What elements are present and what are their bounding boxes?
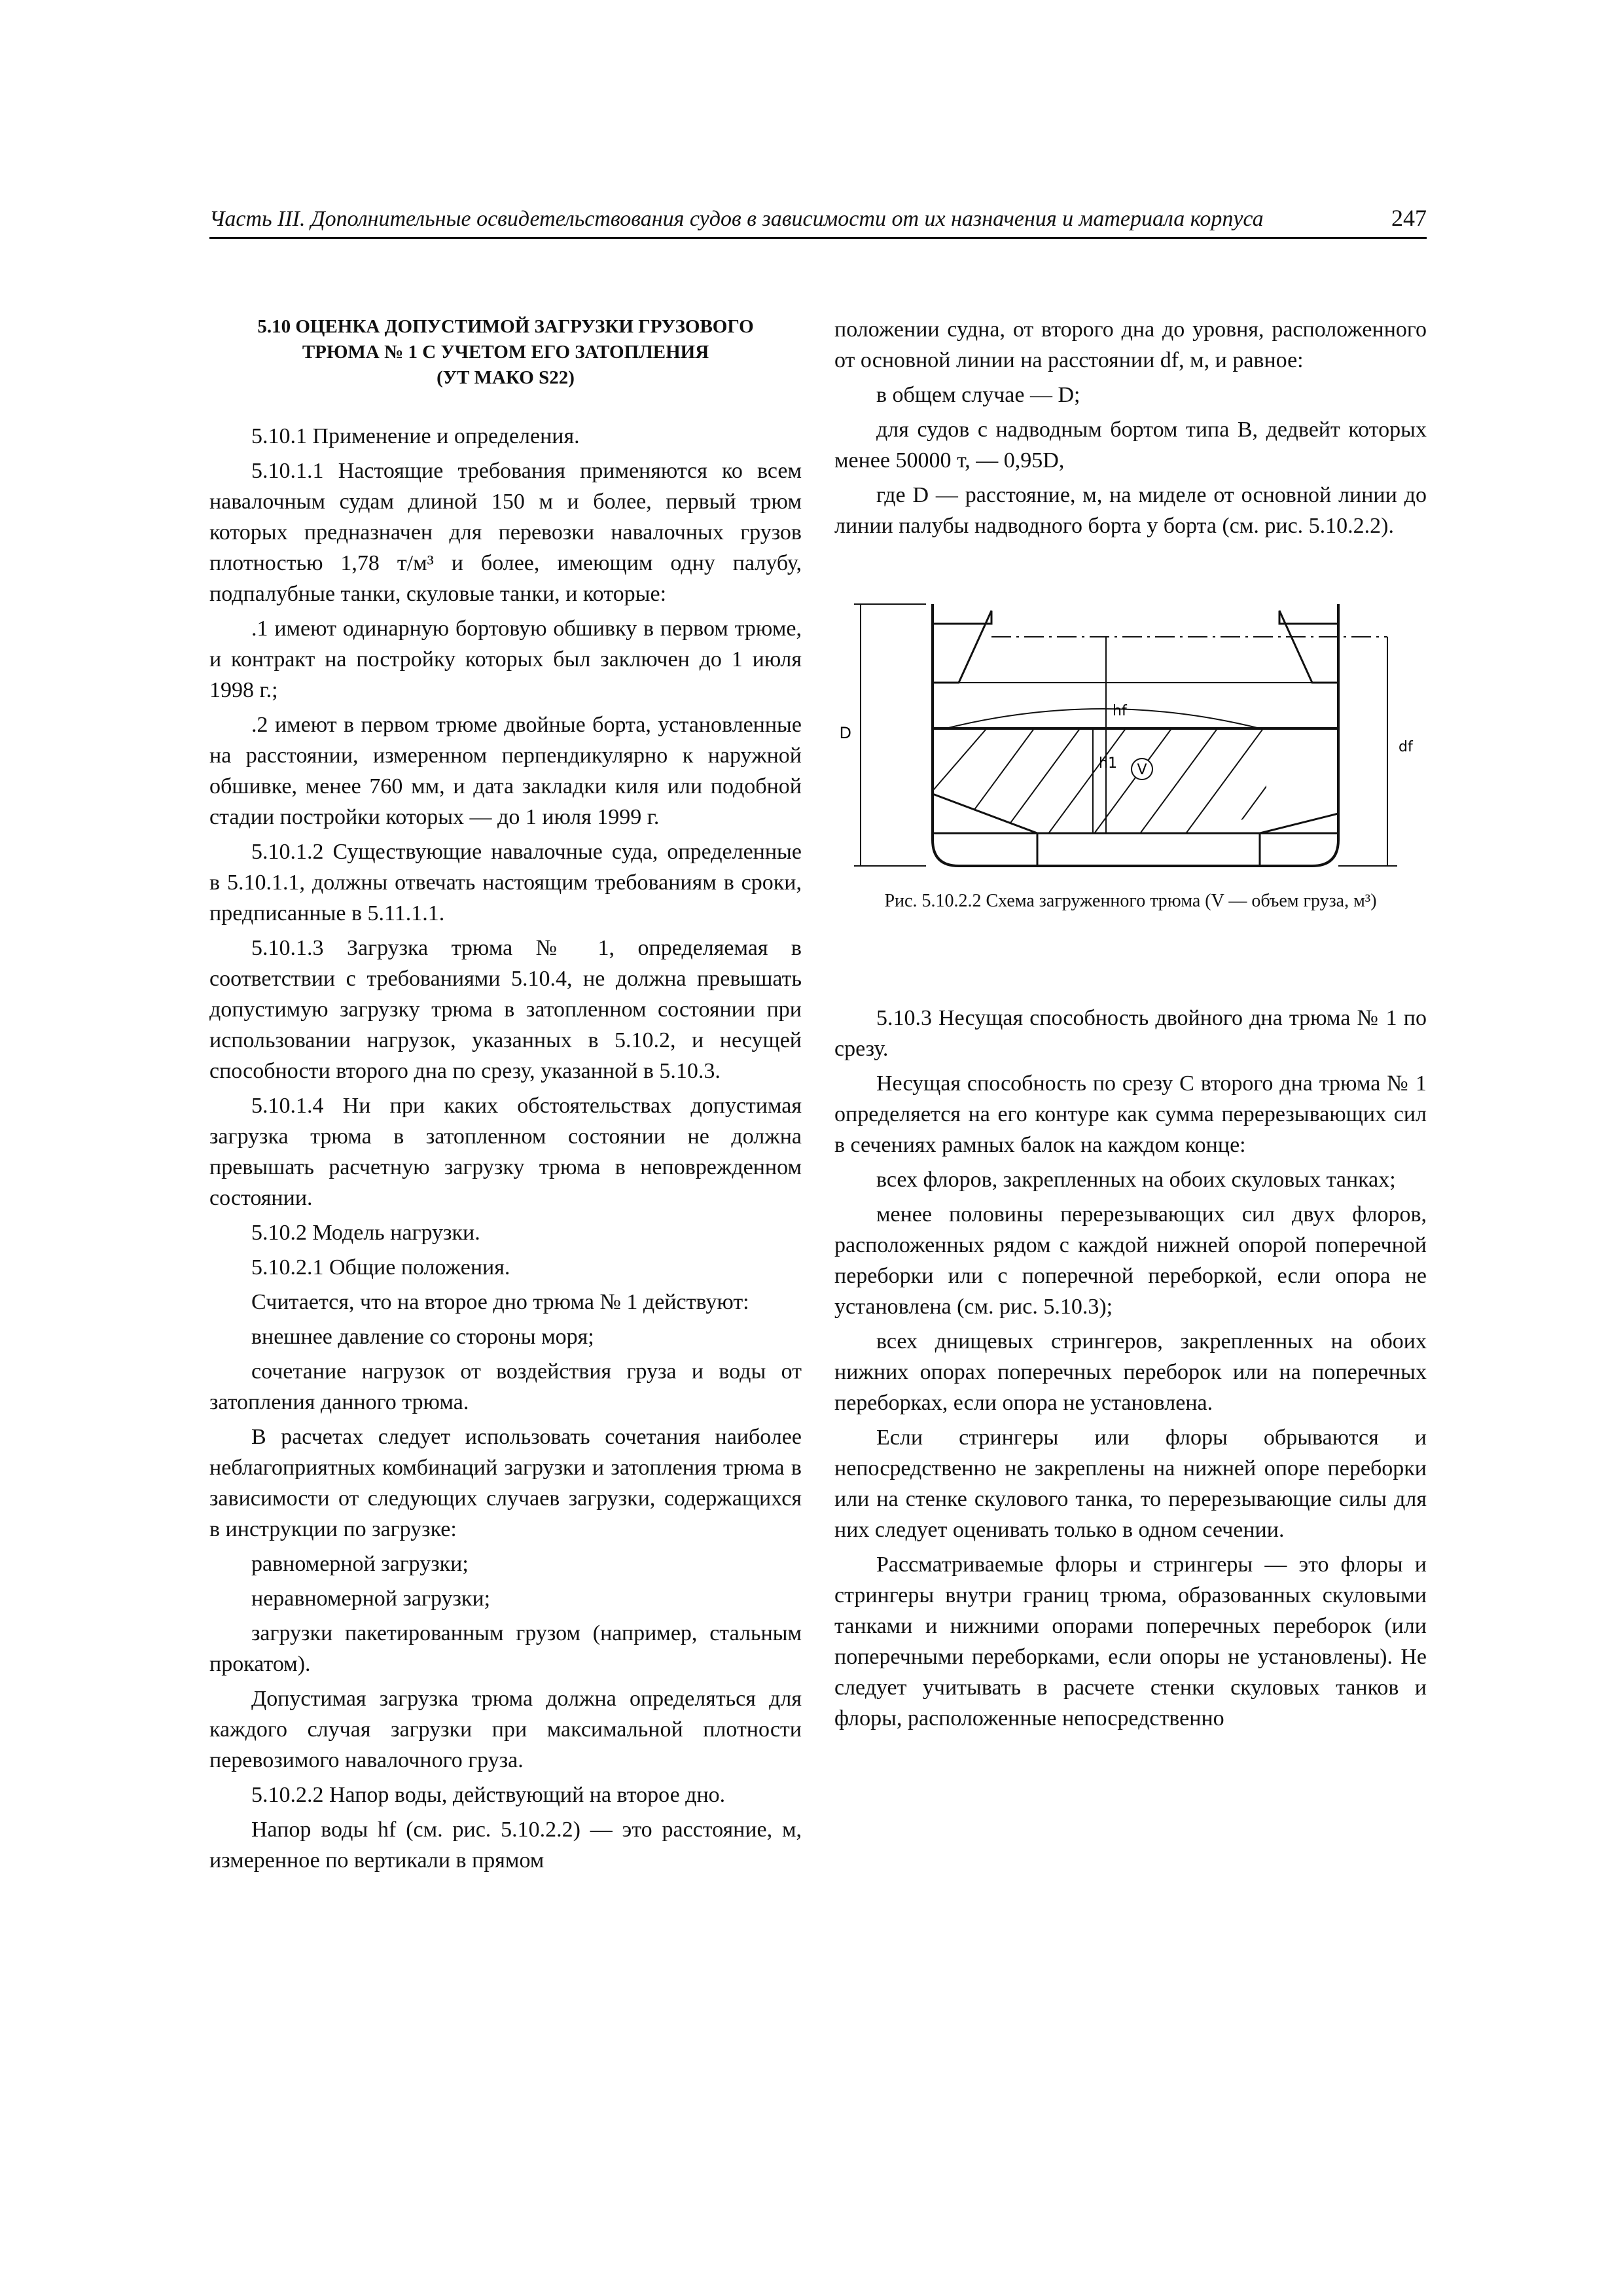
paragraph: всех флоров, закрепленных на обоих скуловых танках; (876, 1168, 1396, 1192)
paragraph: 5.10.1.2 Существующие навалочные суда, определенные в 5.10.1.1, должны отвечать настоящим требованиям в сроки, предписанные в 5.11.1.1. (209, 840, 802, 925)
paragraph: Напор воды hf (см. рис. 5.10.2.2) — это расстояние, м, измеренное по вертикали в прямом (209, 1818, 802, 1873)
paragraph: положении судна, от второго дна до уровня, расположенного от основной линии на расстоянии df, м, и равное: (834, 317, 1427, 372)
paragraph: Рассматриваемые флоры и стрингеры — это флоры и стрингеры внутри границ трюма, образованных скуловыми танками и нижними опорами поперечных переборок (или поперечными переборками, если опоры не установлены). Не следует учитывать в расчете стенки скуловых танков и флоры, расположенные непосредственно (834, 1552, 1427, 1731)
section-title (209, 314, 802, 391)
paragraph: В расчетах следует использовать сочетания наиболее неблагоприятных комбинаций загрузки и затопления трюма в зависимости от следующих случаев загрузки, содержащихся в инструкции по загрузке: (209, 1425, 802, 1541)
label-df: df (1399, 739, 1413, 755)
paragraph: где D — расстояние, м, на миделе от основной линии до линии палубы надводного борта у борта (см. рис. 5.10.2.2). (834, 483, 1427, 538)
right-column (834, 314, 1427, 1738)
paragraph: .1 имеют одинарную бортовую обшивку в первом трюме, и контракт на постройку которых был заключен до 1 июля 1998 г.; (209, 617, 802, 702)
paragraph: 5.10.3 Несущая способность двойного дна трюма № 1 по срезу. (834, 1006, 1427, 1061)
paragraph: неравномерной загрузки; (251, 1587, 491, 1611)
paragraph: 5.10.2.2 Напор воды, действующий на второе дно. (251, 1783, 726, 1807)
figure-cargo-hold-scheme (834, 598, 1427, 872)
hopper-tank-left (933, 794, 1037, 866)
label-hf: hf (1113, 703, 1127, 719)
paragraph: .2 имеют в первом трюме двойные борта, установленные на расстоянии, измеренном перпендикулярно к наружной обшивке, менее 760 мм, и дата закладки киля или подобной стадии постройки которых — до 1 июля 1999 г. (209, 713, 802, 829)
topside-tank-left (933, 611, 991, 683)
spacer (834, 914, 1427, 1003)
paragraph: внешнее давление со стороны моря; (251, 1325, 594, 1349)
section-title-line-1: 5.10 ОЦЕНКА ДОПУСТИМОЙ ЗАГРУЗКИ ГРУЗОВОГО (257, 316, 754, 337)
paragraph: 5.10.1.4 Ни при каких обстоятельствах допустимая загрузка трюма в затопленном состоянии не должна превышать расчетную загрузку трюма в неповрежденном состоянии. (209, 1094, 802, 1210)
paragraph: 5.10.1.1 Настоящие требования применяются ко всем навалочным судам длиной 150 м и более, первый трюм которых предназначен для перевозки навалочных грузов плотностью 1,78 т/м³ и более, имеющим одну палубу, подпалубные танки, скуловые танки, и которые: (209, 459, 802, 606)
paragraph: Несущая способность по срезу C второго дна трюма № 1 определяется на его контуре как сумма перерезывающих сил в сечениях рамных балок на каждом конце: (834, 1071, 1427, 1157)
section-title-line-3: (УТ МАКО S22) (437, 367, 575, 388)
cargo-hatching (913, 715, 1319, 840)
paragraph: Допустимая загрузка трюма должна определяться для каждого случая загрузки при максимальной плотности перевозимого навалочного груза. (209, 1687, 802, 1772)
paragraph: 5.10.1 Применение и определения. (251, 424, 580, 448)
topside-tank-right (1279, 611, 1338, 683)
paragraph: загрузки пакетированным грузом (например, стальным прокатом). (209, 1621, 802, 1676)
paragraph: 5.10.2 Модель нагрузки. (251, 1221, 480, 1245)
paragraph: всех днищевых стрингеров, закрепленных на обоих нижних опорах поперечных переборок или на поперечных переборках, если опора не установлена. (834, 1329, 1427, 1415)
hopper-tank-right (1260, 814, 1338, 866)
cargo-surface (946, 709, 1260, 728)
paragraph: равномерной загрузки; (251, 1552, 469, 1576)
paragraph: в общем случае — D; (876, 383, 1080, 407)
hold-diagram (834, 598, 1427, 872)
label-V: V (1137, 762, 1147, 778)
paragraph: 5.10.2.1 Общие положения. (251, 1255, 510, 1280)
running-header (209, 196, 1427, 239)
section-title-line-2: ТРЮМА № 1 С УЧЕТОМ ЕГО ЗАТОПЛЕНИЯ (302, 342, 709, 363)
label-D: D (839, 724, 851, 742)
paragraph: менее половины перерезывающих сил двух флоров, расположенных рядом с каждой нижней опорой поперечной переборки или с поперечной переборкой, если опора не установлена (см. рис. 5.10.3); (834, 1202, 1427, 1319)
page-number: 247 (1391, 205, 1427, 231)
left-column (209, 314, 802, 1880)
paragraph: Если стрингеры или флоры обрываются и непосредственно не закреплены на нижней опоре переборки или на стенке скулового танка, то перерезывающие силы для них следует оценивать только в одном сечении. (834, 1426, 1427, 1542)
label-h1: h1 (1099, 755, 1117, 772)
paragraph: Считается, что на второе дно трюма № 1 действуют: (251, 1290, 749, 1314)
paragraph: 5.10.1.3 Загрузка трюма № 1, определяемая в соответствии с требованиями 5.10.4, не должна превышать допустимую загрузку трюма в затопленном состоянии при использовании нагрузок, указанных в 5.10.2, и несущей способности второго дна по срезу, указанной в 5.10.3. (209, 936, 802, 1083)
running-title: Часть III. Дополнительные освидетельствования судов в зависимости от их назначения и материала корпуса (209, 207, 1264, 231)
hull-outline (933, 604, 1338, 866)
paragraph: сочетание нагрузок от воздействия груза и воды от затопления данного трюма. (209, 1359, 802, 1414)
figure-caption: Рис. 5.10.2.2 Схема загруженного трюма (V — объем груза, м³) (884, 891, 1377, 911)
paragraph: для судов с надводным бортом типа B, дедвейт которых менее 50000 т, — 0,95D, (834, 418, 1427, 473)
